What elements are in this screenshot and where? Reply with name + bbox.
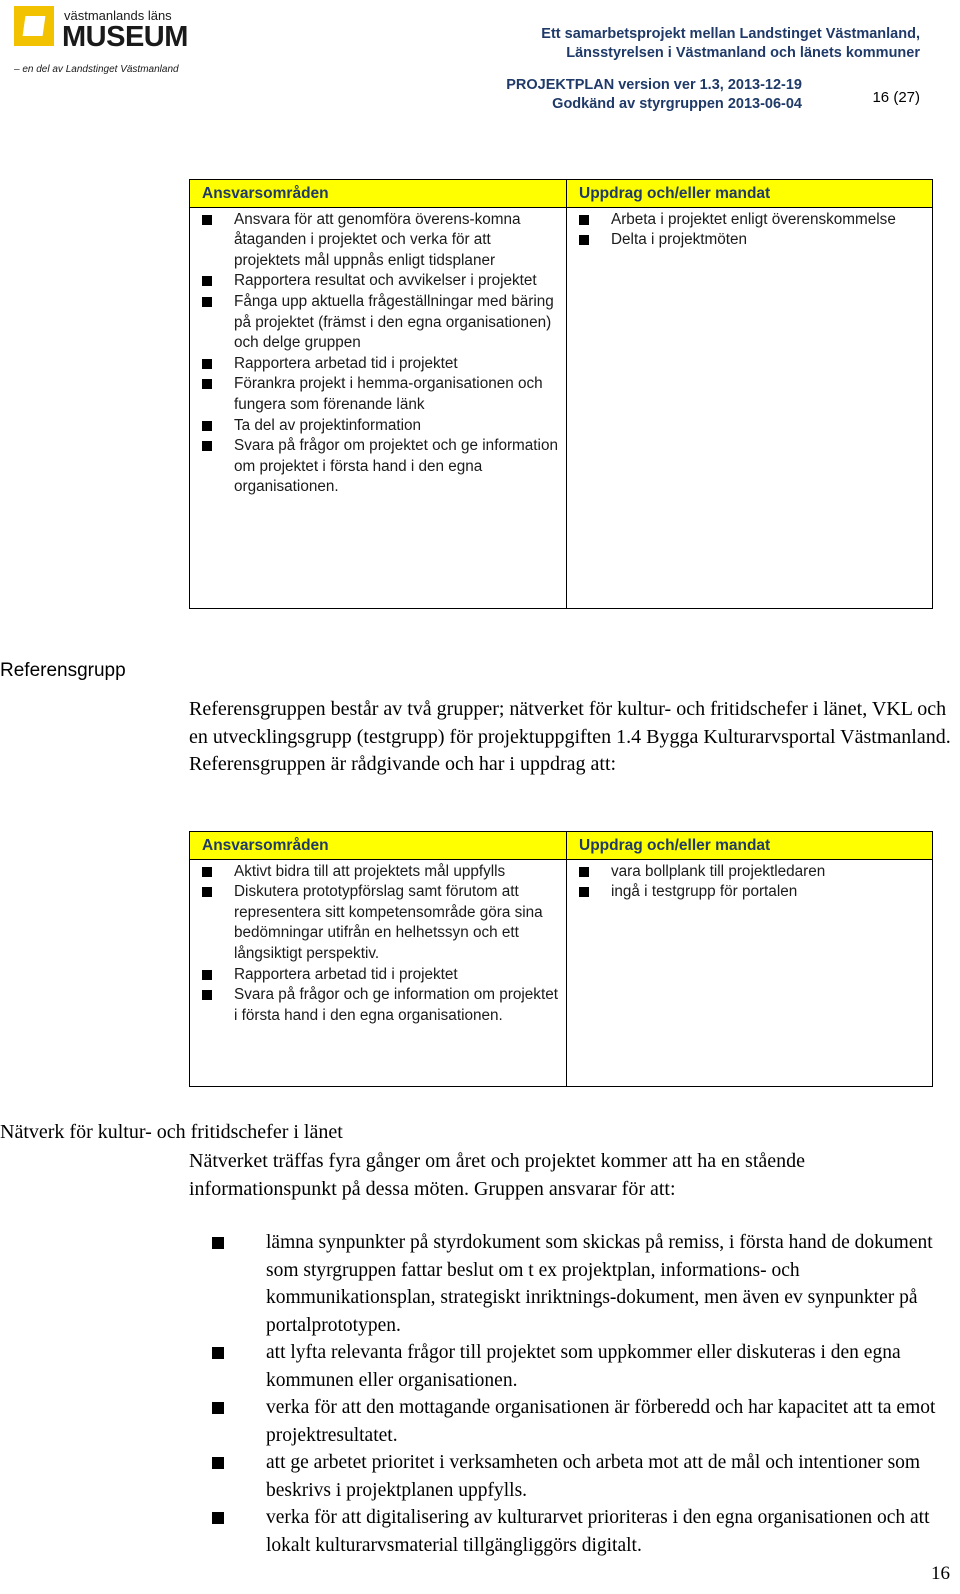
table-cell-responsibilities xyxy=(190,207,567,608)
logo-main-text: MUSEUM xyxy=(62,21,188,53)
list-item xyxy=(202,210,560,272)
square-bullet-icon xyxy=(579,867,589,877)
list-item xyxy=(212,1339,957,1394)
square-bullet-icon xyxy=(212,1512,224,1524)
square-bullet-icon xyxy=(202,215,212,225)
list-item xyxy=(579,210,926,231)
list-item-text: att ge arbetet prioritet i verksamheten och arbeta mot att de mål och intentioner som beskrivs i projektplanen uppfylls. xyxy=(266,1452,921,1501)
list-item xyxy=(202,271,560,292)
list-item xyxy=(202,882,560,964)
header-project-info xyxy=(541,25,920,63)
responsibility-table-reference-group xyxy=(189,831,933,1087)
section-heading-natverk: Nätverk för kultur- och fritidschefer i länet xyxy=(0,1121,343,1143)
square-bullet-icon xyxy=(202,887,212,897)
referens-paragraph: Referensgruppen består av två grupper; nätverket för kultur- och fritidschefer i länet, VKL och en utvecklingsgrupp (testgrupp) för projektuppgiften 1.4 Bygga Kulturarvsportal Västmanland. Referensgruppen är rådgivande och har i uppdrag att: xyxy=(189,698,951,775)
square-bullet-icon xyxy=(202,990,212,1000)
list-item xyxy=(212,1504,957,1559)
header-page-number: 16 (27) xyxy=(872,89,920,106)
list-item-text: verka för att digitalisering av kulturarvet prioriteras i den egna organisationen och att lokalt kulturarvsmaterial tillgängliggörs digitalt. xyxy=(266,1507,930,1556)
list-item-text: Rapportera arbetad tid i projektet xyxy=(234,354,458,372)
square-bullet-icon xyxy=(212,1402,224,1414)
list-item-text: vara bollplank till projektledaren xyxy=(611,862,826,880)
table-cell-mandate xyxy=(567,859,933,1086)
table-header-uppdrag: Uppdrag och/eller mandat xyxy=(567,832,933,860)
square-bullet-icon xyxy=(212,1237,224,1249)
list-item-text: Ta del av projektinformation xyxy=(234,416,422,434)
square-bullet-icon xyxy=(202,379,212,389)
square-bullet-icon xyxy=(202,421,212,431)
list-item-text: Ansvara för att genomföra överens-komna åtaganden i projektet och verka för att projektets mål uppnås enligt tidsplaner xyxy=(234,210,521,269)
list-item-text: Svara på frågor och ge information om projektet i första hand i den egna organisationen. xyxy=(234,986,558,1024)
square-bullet-icon xyxy=(202,867,212,877)
square-bullet-icon xyxy=(579,887,589,897)
list-item xyxy=(202,985,560,1026)
mandate-list xyxy=(579,862,926,903)
responsibility-list xyxy=(202,210,560,498)
natverk-responsibility-list xyxy=(212,1229,957,1559)
square-bullet-icon xyxy=(202,297,212,307)
square-bullet-icon xyxy=(212,1457,224,1469)
header-line-3: PROJEKTPLAN version ver 1.3, 2013-12-19 xyxy=(506,77,802,93)
list-item xyxy=(202,436,560,498)
list-item-text: Svara på frågor om projektet och ge information om projektet i första hand i den egna organisationen. xyxy=(234,437,558,496)
list-item xyxy=(212,1394,957,1449)
list-item-text: Rapportera arbetad tid i projektet xyxy=(234,965,458,983)
square-bullet-icon xyxy=(579,215,589,225)
list-item-text: ingå i testgrupp för portalen xyxy=(611,883,798,901)
logo-sub-text: – en del av Landstinget Västmanland xyxy=(14,64,179,75)
header-line-4: Godkänd av styrgruppen 2013-06-04 xyxy=(552,96,802,112)
list-item-text: Förankra projekt i hemma-organisationen och fungera som förenande länk xyxy=(234,375,543,413)
list-item xyxy=(202,416,560,437)
list-item xyxy=(202,374,560,415)
list-item-text: Rapportera resultat och avvikelser i projektet xyxy=(234,272,537,290)
list-item-text: Delta i projektmöten xyxy=(611,231,748,249)
square-bullet-icon xyxy=(202,359,212,369)
mandate-list xyxy=(579,210,926,251)
list-item-text: Arbeta i projektet enligt överenskommelse xyxy=(611,210,896,228)
responsibility-table-project-group xyxy=(189,179,933,609)
list-item xyxy=(579,230,926,251)
responsibility-list xyxy=(202,862,560,1027)
header-line-1: Ett samarbetsprojekt mellan Landstinget Västmanland, xyxy=(541,26,920,42)
list-item-text: Fånga upp aktuella frågeställningar med bäring på projektet (främst i den egna organisationen) och delge gruppen xyxy=(234,292,554,352)
logo-mark-icon xyxy=(14,6,54,46)
header-line-2: Länsstyrelsen i Västmanland och länets kommuner xyxy=(566,45,920,61)
list-item xyxy=(202,354,560,375)
section-heading-referensgrupp: Referensgrupp xyxy=(0,660,126,681)
list-item-text: att lyfta relevanta frågor till projektet som uppkommer eller diskuteras i den egna kommunen eller organisationen. xyxy=(266,1342,901,1391)
list-item xyxy=(202,862,560,883)
square-bullet-icon xyxy=(212,1347,224,1359)
natverk-paragraph: Nätverket träffas fyra gånger om året och projektet kommer att ha en stående informationspunkt på dessa möten. Gruppen ansvarar för att: xyxy=(189,1150,806,1200)
square-bullet-icon xyxy=(202,276,212,286)
table-cell-responsibilities xyxy=(190,859,567,1086)
list-item xyxy=(202,292,560,354)
list-item xyxy=(579,882,926,903)
square-bullet-icon xyxy=(202,970,212,980)
table-cell-mandate xyxy=(567,207,933,608)
table-header-ansvarsomraden: Ansvarsområden xyxy=(190,180,567,208)
list-item-text: verka för att den mottagande organisationen är förberedd och har kapacitet att ta emot projektresultatet. xyxy=(266,1397,936,1446)
list-item xyxy=(212,1449,957,1504)
list-item xyxy=(202,965,560,986)
footer-page-number: 16 xyxy=(931,1563,950,1584)
square-bullet-icon xyxy=(202,441,212,451)
list-item xyxy=(212,1229,957,1339)
list-item xyxy=(579,862,926,883)
square-bullet-icon xyxy=(579,235,589,245)
table-header-uppdrag: Uppdrag och/eller mandat xyxy=(567,180,933,208)
museum-logo xyxy=(14,6,204,76)
logo-top-text: västmanlands läns xyxy=(64,8,172,23)
table-header-ansvarsomraden: Ansvarsområden xyxy=(190,832,567,860)
header-version-info xyxy=(506,76,802,114)
list-item-text: lämna synpunkter på styrdokument som skickas på remiss, i första hand de dokument som styrgruppen fattar beslut om t ex projektplan, informations- och kommunikationsplan, strategiskt inriktnings-dokument, men även ev synpunkter på portalprototypen. xyxy=(266,1232,933,1336)
list-item-text: Diskutera prototypförslag samt förutom att representera sitt kompetensområde göra sina bedömningar utifrån en helhetssyn och ett långsiktigt perspektiv. xyxy=(234,883,543,962)
list-item-text: Aktivt bidra till att projektets mål uppfylls xyxy=(234,862,506,880)
